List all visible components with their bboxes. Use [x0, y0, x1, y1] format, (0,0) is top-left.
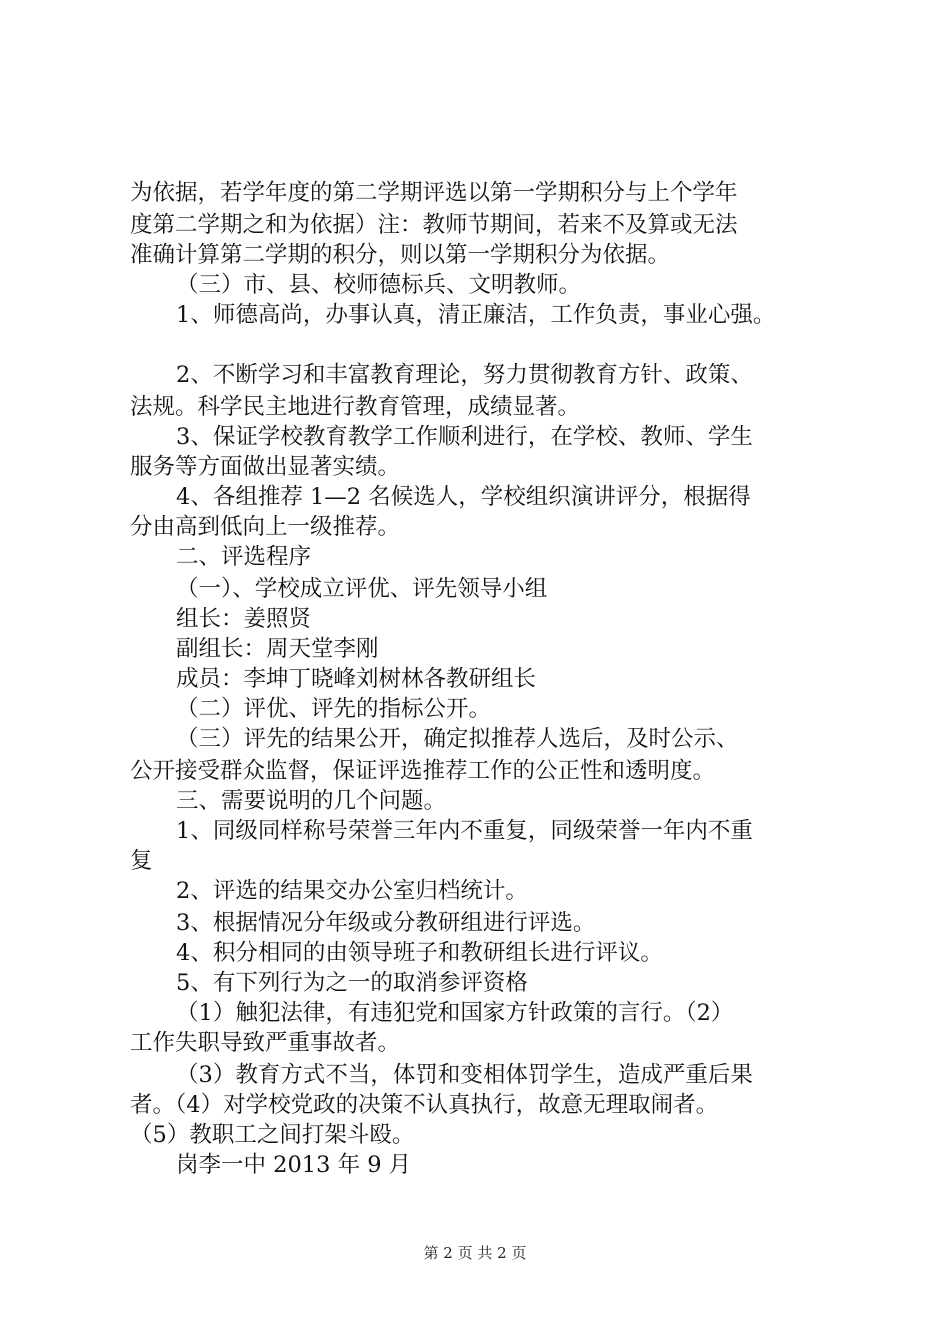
- text-line: 1、同级同样称号荣誉三年内不重复，同级荣誉一年内不重: [176, 818, 753, 844]
- text-line: 4、各组推荐 1—2 名候选人，学校组织演讲评分，根据得: [176, 484, 751, 510]
- text-line: 为依据，若学年度的第二学期评选以第一学期积分与上个学年: [130, 180, 738, 206]
- text-line: （三）评先的结果公开，确定拟推荐人选后，及时公示、: [176, 726, 739, 752]
- text-line: 成员：李坤丁晓峰刘树林各教研组长: [176, 666, 537, 692]
- text-line: 1、师德高尚，办事认真，清正廉洁，工作负责，事业心强。: [176, 302, 776, 328]
- section-heading: 二、评选程序: [176, 544, 312, 570]
- text-line: （二）评优、评先的指标公开。: [176, 696, 492, 722]
- text-line: （三）市、县、校师德标兵、文明教师。: [176, 272, 582, 298]
- text-line: 2、评选的结果交办公室归档统计。: [176, 878, 528, 904]
- text-line: （3）教育方式不当，体罚和变相体罚学生，造成严重后果: [176, 1062, 753, 1088]
- text-line: （一）、学校成立评优、评先领导小组: [176, 576, 548, 602]
- text-line: 复: [130, 848, 153, 874]
- text-line: 度第二学期之和为依据）注：教师节期间，若来不及算或无法: [130, 212, 738, 238]
- text-line: 公开接受群众监督，保证评选推荐工作的公正性和透明度。: [130, 758, 716, 784]
- text-line: 5、有下列行为之一的取消参评资格: [176, 970, 528, 996]
- text-line: 2、不断学习和丰富教育理论，努力贯彻教育方针、政策、: [176, 362, 753, 388]
- section-heading: 三、需要说明的几个问题。: [176, 788, 447, 814]
- text-line: 3、根据情况分年级或分教研组进行评选。: [176, 910, 596, 936]
- text-line: （1）触犯法律，有违犯党和国家方针政策的言行。（2）: [176, 1000, 734, 1026]
- text-line: 准确计算第二学期的积分，则以第一学期积分为依据。: [130, 242, 671, 268]
- text-line: 分由高到低向上一级推荐。: [130, 514, 401, 540]
- signature-date: 岗李一中 2013 年 9 月: [176, 1152, 412, 1178]
- text-line: 工作失职导致严重事故者。: [130, 1030, 401, 1056]
- text-line: 者。（4）对学校党政的决策不认真执行，故意无理取闹者。: [130, 1092, 719, 1118]
- text-line: （5）教职工之间打架斗殴。: [130, 1122, 415, 1148]
- text-line: 法规。科学民主地进行教育管理，成绩显著。: [130, 394, 581, 420]
- page-number-footer: 第 2 页 共 2 页: [423, 1244, 527, 1262]
- text-line: 4、积分相同的由领导班子和教研组长进行评议。: [176, 940, 663, 966]
- text-line: 3、保证学校教育教学工作顺利进行，在学校、教师、学生: [176, 424, 753, 450]
- text-line: 副组长：周天堂李刚: [176, 636, 379, 662]
- text-line: 服务等方面做出显著实绩。: [130, 454, 401, 480]
- text-line: 组长：姜照贤: [176, 606, 312, 632]
